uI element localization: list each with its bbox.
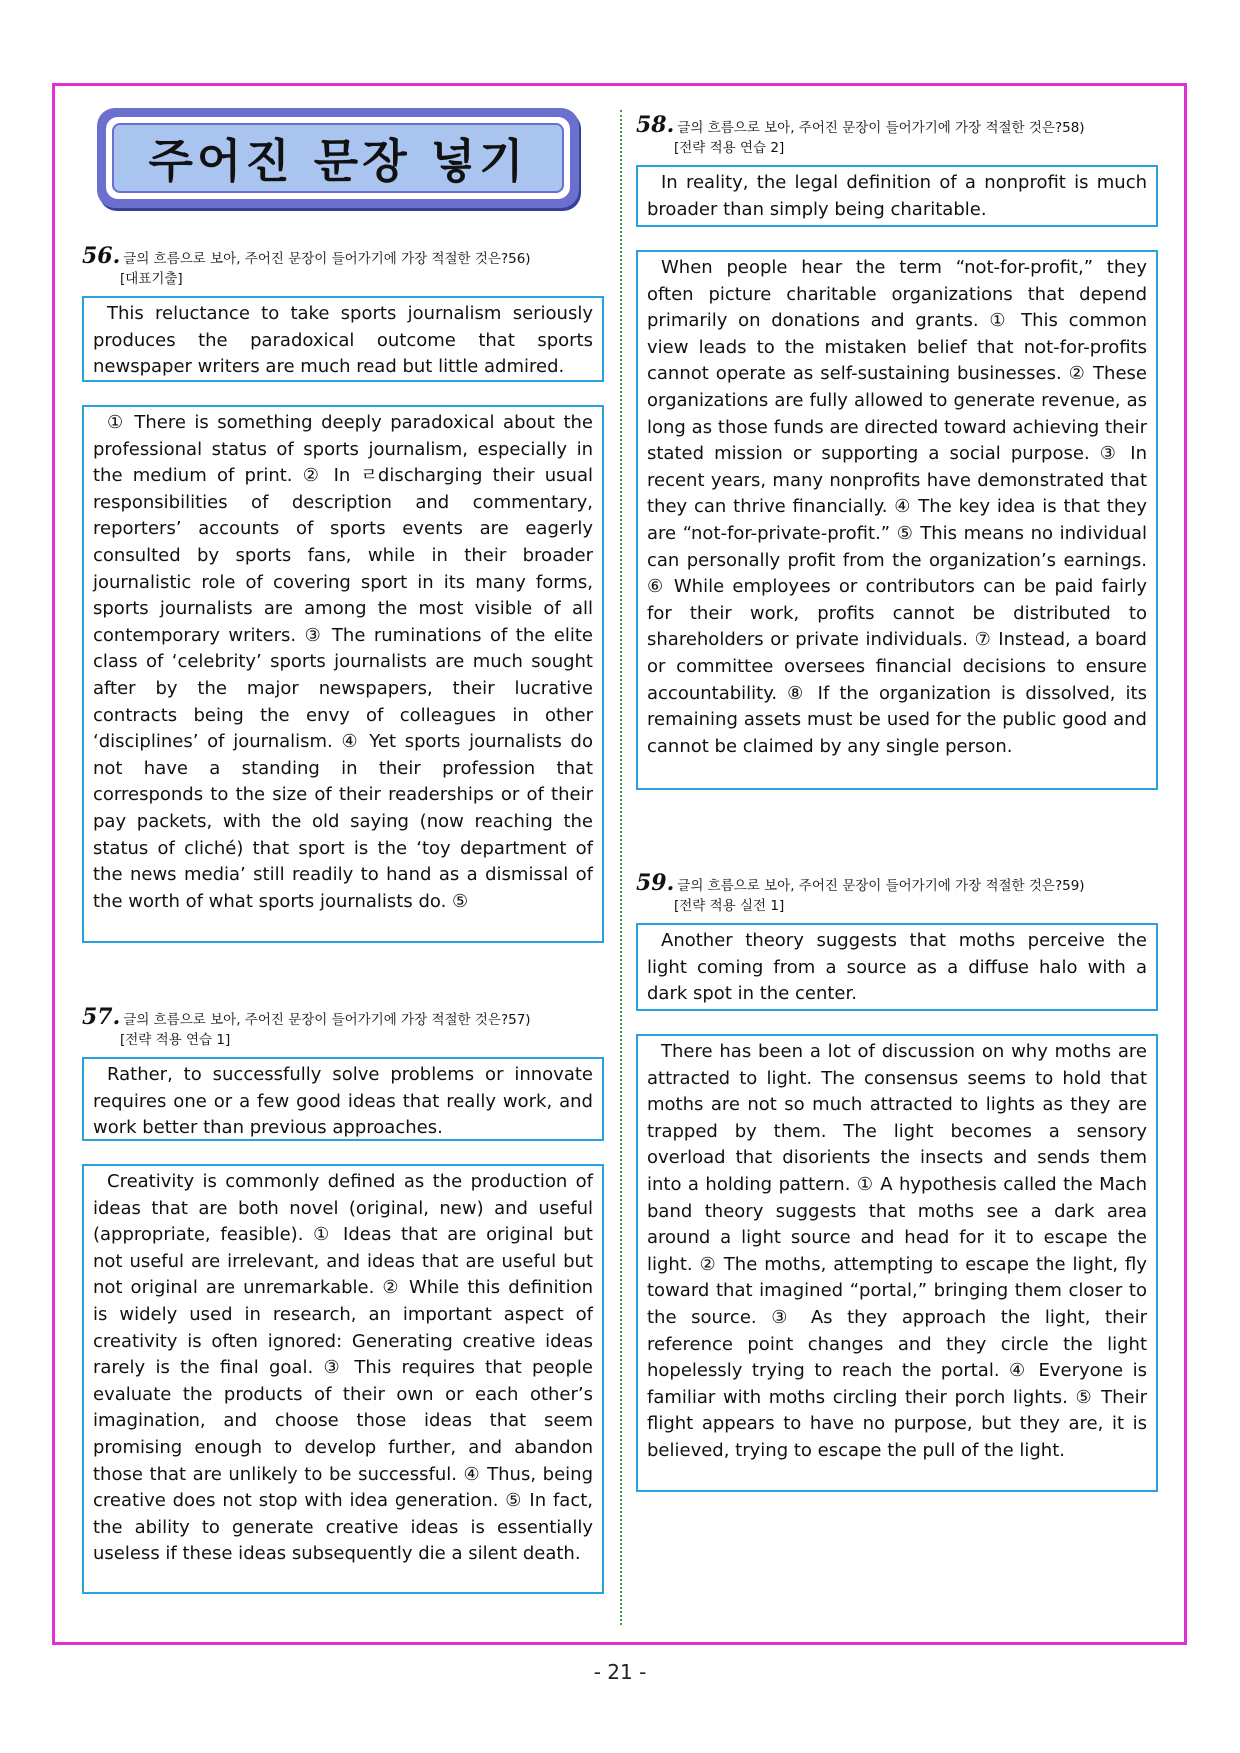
given-sentence-text: Rather, to successfully solve problems or innovate requires one or a few good ideas that really work, and work better than previous approaches. [93,1064,593,1139]
passage-text: Creativity is commonly defined as the production of ideas that are both novel (original, new) and useful (appropriate, feasible). ① Ideas that are original but not useful are irrelevant, and ideas that are useful but not original are unremarkable. ② While this definition is widely used in research, an important aspect of creativity is often ignored: Generating creative ideas rarely is the final goal. ③ This requires that people evaluate the products of their own or each other’s imagination, and choose those ideas that seem promising enough to develop further, and abandon those that are unlikely to be successful. ④ Thus, being creative does not stop with idea generation. ⑤ In fact, the ability to generate creative ideas is essentially useless if these ideas subsequently die a silent death. [93,1171,593,1565]
question-56-header [82,243,612,289]
question-number: 58. [636,112,675,138]
question-59-passage [636,1034,1158,1492]
page-number: - 21 - [593,1660,647,1684]
question-prompt: 글의 흐름으로 보아, 주어진 문장이 들어가기에 가장 적절한 것은?56) [123,251,531,267]
question-57-header [82,1004,612,1050]
question-number: 59. [636,870,675,896]
question-prompt: 글의 흐름으로 보아, 주어진 문장이 들어가기에 가장 적절한 것은?57) [123,1012,531,1028]
page-title: 주어진 문장 넣기 [112,123,564,193]
question-56-given-sentence [82,296,604,382]
passage-text: There has been a lot of discussion on why moths are attracted to light. The consensus seems to hold that moths are not so much attracted to lights as they are trapped by them. The light becomes a sensory overload that disorients the insects and sends them into a holding pattern. ① A hypothesis called the Mach band theory suggests that moths see a dark area around a light source and head for it to escape the light. ② The moths, attempting to escape the light, fly toward that imagined “portal,” bringing them closer to the source. ③ As they approach the light, their reference point changes and they circle the light hopelessly trying to reach the portal. ④ Everyone is familiar with moths circling their porch lights. ⑤ Their flight appears to have no purpose, but they are, it is believed, trying to escape the pull of the light. [647,1041,1147,1461]
question-59-header [636,870,1176,916]
question-prompt: 글의 흐름으로 보아, 주어진 문장이 들어가기에 가장 적절한 것은?58) [677,120,1085,136]
column-divider [620,110,622,1625]
passage-text: ① There is something deeply paradoxical about the professional status of sports journalism, especially in the medium of print. ② In ㄹdischarging their usual responsibilities of description and commentary, reporters’ accounts of sports events are eagerly consulted by sports fans, while in their broader journalistic role of covering sport in its many forms, sports journalists are among the most visible of all contemporary writers. ③ The ruminations of the elite class of ‘celebrity’ sports journalists are much sought after by the major newspapers, their lucrative contracts being the envy of colleagues in other ‘disciplines’ of journalism. ④ Yet sports journalists do not have a standing in their profession that corresponds to the size of their readerships or of their pay packets, with the old saying (now reaching the status of cliché) that sport is the ‘toy department of the news media’ still readily to hand as a dismissal of the worth of what sports journalists do. ⑤ [93,412,593,912]
question-56-passage [82,405,604,943]
question-tag: [전략 적용 연습 2] [674,140,785,156]
question-tag: [전략 적용 연습 1] [120,1032,231,1048]
question-57-given-sentence [82,1057,604,1141]
question-number: 56. [82,243,121,269]
question-58-given-sentence [636,165,1158,227]
question-58-passage [636,250,1158,790]
question-58-header [636,112,1176,158]
given-sentence-text: Another theory suggests that moths perceive the light coming from a source as a diffuse halo with a dark spot in the center. [647,930,1147,1005]
passage-text: When people hear the term “not-for-profit,” they often picture charitable organizations that depend primarily on donations and grants. ① This common view leads to the mistaken belief that not-for-profits cannot operate as self-sustaining businesses. ② These organizations are fully allowed to generate revenue, as long as those funds are directed toward achieving their stated mission or supporting a social purpose. ③ In recent years, many nonprofits have demonstrated that they can thrive financially. ④ The key idea is that they are “not-for-private-profit.” ⑤ This means no individual can personally profit from the organization’s earnings. ⑥ While employees or contributors can be paid fairly for their work, profits cannot be distributed to shareholders or private individuals. ⑦ Instead, a board or committee oversees financial decisions to ensure accountability. ⑧ If the organization is dissolved, its remaining assets must be used for the public good and cannot be claimed by any single person. [647,257,1147,757]
question-number: 57. [82,1004,121,1030]
question-59-given-sentence [636,923,1158,1011]
question-57-passage [82,1164,604,1594]
question-prompt: 글의 흐름으로 보아, 주어진 문장이 들어가기에 가장 적절한 것은?59) [677,878,1085,894]
question-tag: [전략 적용 실전 1] [674,898,785,914]
title-banner [97,108,579,208]
given-sentence-text: This reluctance to take sports journalism seriously produces the paradoxical outcome that sports newspaper writers are much read but little admired. [93,303,593,378]
given-sentence-text: In reality, the legal definition of a nonprofit is much broader than simply being charitable. [647,172,1147,220]
question-tag: [대표기출] [120,271,183,287]
